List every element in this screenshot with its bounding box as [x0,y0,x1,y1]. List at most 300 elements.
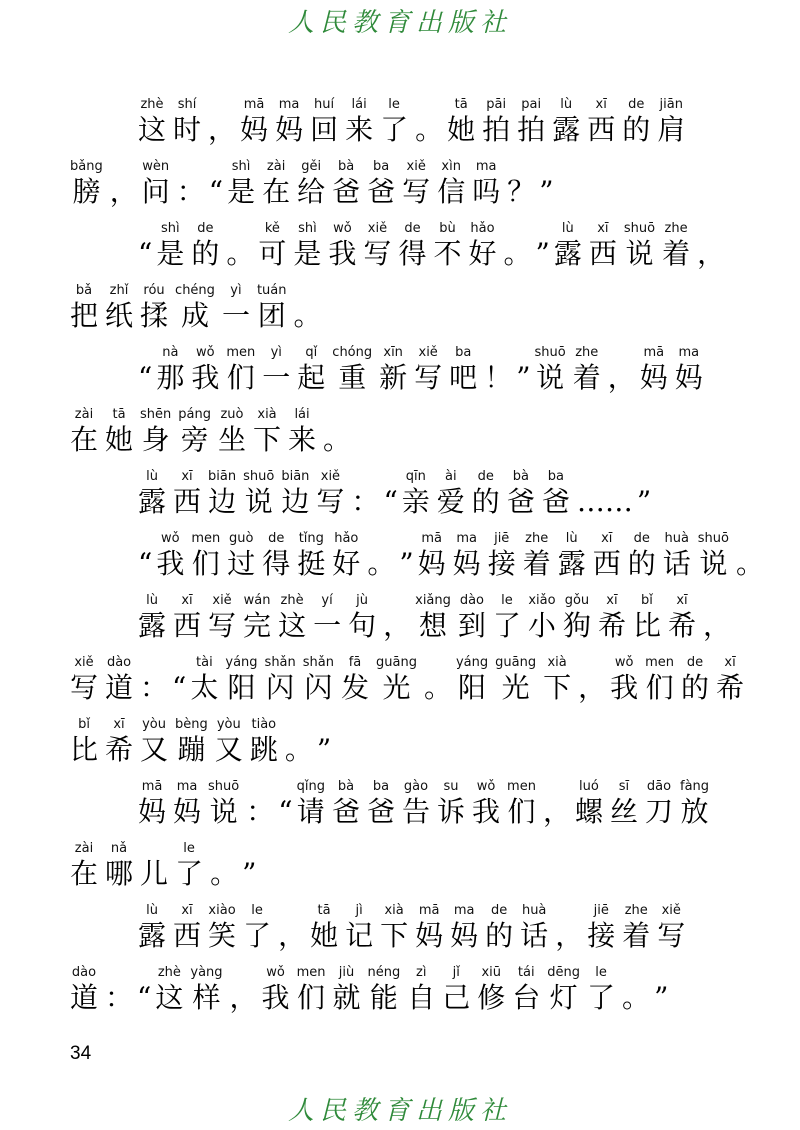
hanzi: 螺 [574,795,603,828]
pinyin: le [251,903,263,918]
character-with-pinyin [208,903,236,953]
hanzi: 完 [243,609,272,642]
pinyin: biān [208,469,237,484]
character-with-pinyin [208,469,236,519]
pinyin: tā [454,97,468,112]
character-with-pinyin [70,407,98,457]
character-with-pinyin [226,345,255,395]
pinyin: wán [243,593,271,608]
pinyin: dào [71,965,97,980]
hanzi: 拍 [517,113,546,146]
character-with-pinyin [138,779,166,829]
text-line [0,829,800,891]
hanzi: ， [703,609,732,642]
pinyin: xī [181,469,193,484]
pinyin: guāng [495,655,537,670]
character-with-pinyin [105,717,133,767]
hanzi: “ [137,981,152,1014]
hanzi: ： [246,795,275,828]
pinyin: xī [595,97,607,112]
hanzi: 爸 [541,485,570,518]
hanzi: ， [208,113,237,146]
character-with-pinyin [698,531,729,581]
punctuation [242,841,256,891]
pinyin: bǐ [641,593,653,608]
character-with-pinyin [663,531,691,581]
character-with-pinyin [680,779,709,829]
hanzi: 了 [243,919,272,952]
hanzi: 着 [572,361,601,394]
character-with-pinyin [250,717,278,767]
hanzi: 妈 [674,361,703,394]
pinyin: shí [177,97,197,112]
punctuation [536,221,550,271]
hanzi: ” [654,981,669,1014]
hanzi: 写 [70,671,99,704]
character-with-pinyin [173,903,201,953]
hanzi: 的 [471,485,500,518]
hanzi: 说 [209,795,238,828]
pinyin: yáng [455,655,489,670]
pinyin: jǐ [452,965,460,980]
text-line [0,395,800,457]
character-with-pinyin [575,779,603,829]
pinyin: de [197,221,214,236]
pinyin: zài [74,407,94,422]
hanzi: 道 [70,981,99,1014]
hanzi: 希 [105,733,134,766]
hanzi: 写 [363,237,392,270]
pinyin: mā [418,903,440,918]
character-with-pinyin [341,655,369,705]
hanzi: 我 [472,795,501,828]
hanzi: 她 [447,113,476,146]
pinyin: yòu [216,717,241,732]
hanzi: 她 [105,423,134,456]
hanzi: 写 [208,609,237,642]
hanzi: ， [542,795,571,828]
hanzi: “ [172,671,187,704]
hanzi: ” [516,361,531,394]
pinyin: xìn [441,159,461,174]
character-with-pinyin [587,965,615,1015]
hanzi: 接 [487,547,516,580]
pinyin: gào [403,779,429,794]
hanzi: 在 [70,423,99,456]
character-with-pinyin [624,221,655,271]
hanzi: ， [697,237,726,270]
hanzi: 时 [173,113,202,146]
character-with-pinyin [281,469,309,519]
hanzi: 来 [288,423,317,456]
hanzi: 拍 [482,113,511,146]
hanzi: 儿 [140,857,169,890]
hanzi: 西 [173,609,202,642]
pinyin: le [501,593,513,608]
pinyin: xī [181,903,193,918]
punctuation [226,221,254,271]
punctuation [138,345,152,395]
character-with-pinyin [598,593,626,643]
hanzi: 问 [141,175,170,208]
character-with-pinyin [512,965,540,1015]
hanzi: 又 [214,733,243,766]
character-with-pinyin [140,717,168,767]
pinyin: xiě [406,159,426,174]
hanzi: 亲 [401,485,430,518]
character-with-pinyin [367,779,395,829]
hanzi: 诉 [437,795,466,828]
punctuation [383,593,411,643]
character-with-pinyin [138,593,166,643]
character-with-pinyin [262,159,290,209]
hanzi: 西 [592,547,621,580]
text-line [0,209,800,271]
hanzi: 吧 [449,361,478,394]
pinyin: shuō [208,779,240,794]
pinyin: yì [270,345,282,360]
pinyin: tái [517,965,535,980]
hanzi: 们 [226,361,255,394]
punctuation [230,965,258,1015]
character-with-pinyin [138,97,166,147]
pinyin: shuō [697,531,729,546]
hanzi: 想 [419,609,448,642]
pinyin: shǎn [302,655,334,670]
character-with-pinyin [573,345,601,395]
character-with-pinyin [70,655,98,705]
character-with-pinyin [472,159,500,209]
hanzi: 太 [190,671,219,704]
hanzi: 下 [253,423,282,456]
pinyin: tǐng [298,531,324,546]
hanzi: 希 [716,671,745,704]
character-with-pinyin [507,469,535,519]
hanzi: 得 [398,237,427,270]
character-with-pinyin [563,593,591,643]
punctuation [703,593,731,643]
character-with-pinyin [482,97,510,147]
pinyin: de [477,469,494,484]
character-with-pinyin [657,97,685,147]
character-with-pinyin [175,841,203,891]
hanzi: 记 [345,919,374,952]
pinyin: sī [618,779,630,794]
pinyin: zuò [220,407,244,422]
hanzi: ： [140,671,169,704]
publisher-watermark-bottom: 人民教育出版社 [287,1096,512,1126]
character-with-pinyin [310,903,338,953]
punctuation [577,469,633,519]
hanzi: 狗 [562,609,591,642]
character-with-pinyin [610,779,638,829]
character-with-pinyin [105,655,133,705]
character-with-pinyin [156,531,184,581]
hanzi: 请 [296,795,325,828]
pinyin: wǒ [476,779,496,794]
character-with-pinyin [175,717,208,767]
hanzi: 好 [468,237,497,270]
character-with-pinyin [633,593,661,643]
pinyin: le [183,841,195,856]
pinyin: mā [643,345,665,360]
character-with-pinyin [367,159,395,209]
character-with-pinyin [262,965,290,1015]
pinyin: biān [281,469,310,484]
hanzi: 。 [323,423,352,456]
hanzi: 是 [156,237,185,270]
punctuation [507,159,535,209]
punctuation [608,345,636,395]
punctuation [654,965,668,1015]
hanzi: 起 [297,361,326,394]
punctuation [246,779,274,829]
pinyin: jiē [494,531,510,546]
hanzi: 一 [313,609,342,642]
pinyin [152,841,156,857]
character-with-pinyin [140,407,171,457]
pinyin: yòu [142,717,166,732]
hanzi: 膀 [72,175,101,208]
hanzi: 样 [192,981,221,1014]
character-with-pinyin [681,655,709,705]
pinyin: shì [161,221,180,236]
pinyin: de [491,903,508,918]
character-with-pinyin [543,655,571,705]
pinyin: zài [266,159,286,174]
character-with-pinyin [225,655,257,705]
hanzi: 告 [401,795,430,828]
text-line [0,705,800,767]
hanzi: 的 [627,547,656,580]
hanzi: 己 [442,981,471,1014]
character-with-pinyin [243,593,271,643]
character-with-pinyin [215,717,243,767]
character-with-pinyin [70,841,98,891]
hanzi: “ [383,485,398,518]
pinyin: kě [264,221,280,236]
hanzi: 露 [138,485,167,518]
character-with-pinyin [380,903,408,953]
punctuation [177,159,205,209]
punctuation [317,717,331,767]
character-with-pinyin [622,97,650,147]
hanzi: 妈 [173,795,202,828]
hanzi: 过 [227,547,256,580]
character-with-pinyin [316,469,344,519]
hanzi: “ [138,237,153,270]
hanzi: 着 [622,919,651,952]
punctuation [285,717,313,767]
character-with-pinyin [433,221,461,271]
pinyin: xīn [383,345,403,360]
pinyin: bù [439,221,456,236]
pinyin: xī [181,593,193,608]
character-with-pinyin [402,779,430,829]
character-with-pinyin [227,531,255,581]
pinyin: chéng [175,283,215,298]
punctuation [138,531,152,581]
pinyin: bǐ [78,717,90,732]
character-with-pinyin [542,469,570,519]
character-with-pinyin [418,531,446,581]
hanzi: ” [636,485,652,518]
hanzi: 西 [587,113,616,146]
punctuation [105,965,133,1015]
hanzi: 句 [348,609,377,642]
hanzi: 了 [492,609,521,642]
hanzi: ” [399,547,414,580]
hanzi: ， [607,361,636,394]
punctuation [140,655,168,705]
hanzi: ” [535,237,550,270]
hanzi: 重 [338,361,367,394]
pinyin: nà [162,345,179,360]
pinyin: ba [373,159,390,174]
character-with-pinyin [227,159,255,209]
character-with-pinyin [278,593,306,643]
hanzi: 写 [402,175,431,208]
pinyin: zhè [280,593,304,608]
hanzi: 刀 [644,795,673,828]
pinyin: wèn [142,159,170,174]
character-with-pinyin [218,407,246,457]
pinyin: de [686,655,704,670]
punctuation [209,159,223,209]
hanzi: 她 [310,919,339,952]
character-with-pinyin [348,593,376,643]
hanzi: 了 [380,113,409,146]
hanzi: 妈 [450,919,479,952]
pinyin: huí [314,97,335,112]
character-with-pinyin [453,531,481,581]
pinyin: wǒ [333,221,352,236]
character-with-pinyin [458,593,486,643]
pinyin: nǎ [110,841,128,856]
pinyin: zì [416,965,427,980]
hanzi: 妈 [415,919,444,952]
hanzi: 坐 [218,423,247,456]
pinyin: dào [459,593,484,608]
hanzi: 修 [477,981,506,1014]
character-with-pinyin [415,903,443,953]
pinyin: men [226,345,256,360]
pinyin: xī [601,531,613,546]
hanzi: 着 [522,547,551,580]
hanzi: 光 [382,671,411,704]
hanzi: 团 [257,299,286,332]
pinyin: xiào [208,903,236,918]
pinyin: su [443,779,459,794]
character-with-pinyin [468,221,496,271]
page-number: 34 [70,1043,92,1064]
hanzi: 放 [680,795,709,828]
hanzi: 的 [485,919,514,952]
pinyin: men [296,965,326,980]
hanzi: 我 [261,981,290,1014]
hanzi: 我 [191,361,220,394]
pinyin: lù [561,221,574,236]
character-with-pinyin [622,903,650,953]
punctuation [278,779,292,829]
punctuation [516,345,530,395]
pinyin: jiē [593,903,609,918]
character-with-pinyin [70,717,98,767]
character-with-pinyin [437,159,465,209]
hanzi: 爸 [506,485,535,518]
hanzi: ， [578,671,607,704]
hanzi: ， [229,981,258,1014]
hanzi: 们 [297,981,326,1014]
pinyin: ma [278,97,300,112]
pinyin: qǐng [296,779,325,794]
pinyin: bà [512,469,529,484]
pinyin: lù [565,531,578,546]
hanzi: 挺 [297,547,326,580]
character-with-pinyin [138,469,166,519]
pinyin: zhè [140,97,164,112]
pinyin: bǎng [70,159,103,174]
hanzi: 哪 [105,857,134,890]
pinyin: gěi [301,159,322,174]
character-with-pinyin [332,779,360,829]
pinyin: xiě [418,345,438,360]
hanzi: 的 [681,671,710,704]
character-with-pinyin [485,903,513,953]
hanzi: 希 [667,609,696,642]
pinyin: yí [321,593,333,608]
hanzi: 发 [340,671,369,704]
pinyin: tiào [251,717,277,732]
character-with-pinyin [191,531,220,581]
punctuation [484,345,512,395]
hanzi: 光 [501,671,530,704]
character-with-pinyin [437,779,465,829]
pinyin: ba [455,345,472,360]
pinyin: xiě [367,221,388,236]
pinyin: qīn [405,469,426,484]
punctuation [278,903,306,953]
character-with-pinyin [262,531,290,581]
hanzi: 揉 [140,299,169,332]
character-with-pinyin [297,965,326,1015]
pinyin: xià [547,655,567,670]
hanzi: 说 [244,485,273,518]
hanzi: 小 [527,609,556,642]
hanzi: 妈 [275,113,304,146]
character-with-pinyin [558,531,586,581]
pinyin: lù [146,903,158,918]
hanzi: 露 [138,919,167,952]
hanzi: 肩 [657,113,686,146]
text-line [0,333,800,395]
pinyin: zhe [525,531,549,546]
hanzi: 一 [221,299,250,332]
character-with-pinyin [105,407,133,457]
pinyin: de [633,531,650,546]
punctuation [555,903,583,953]
pinyin: néng [367,965,401,980]
character-with-pinyin [70,283,98,333]
pinyin: wǒ [266,965,285,980]
pinyin: shì [231,159,251,174]
hanzi: 是 [227,175,256,208]
hanzi: ” [242,857,257,890]
hanzi: 我 [610,671,639,704]
hanzi: 。 [423,671,452,704]
hanzi: ， [109,175,138,208]
hanzi: 。 [226,237,255,270]
